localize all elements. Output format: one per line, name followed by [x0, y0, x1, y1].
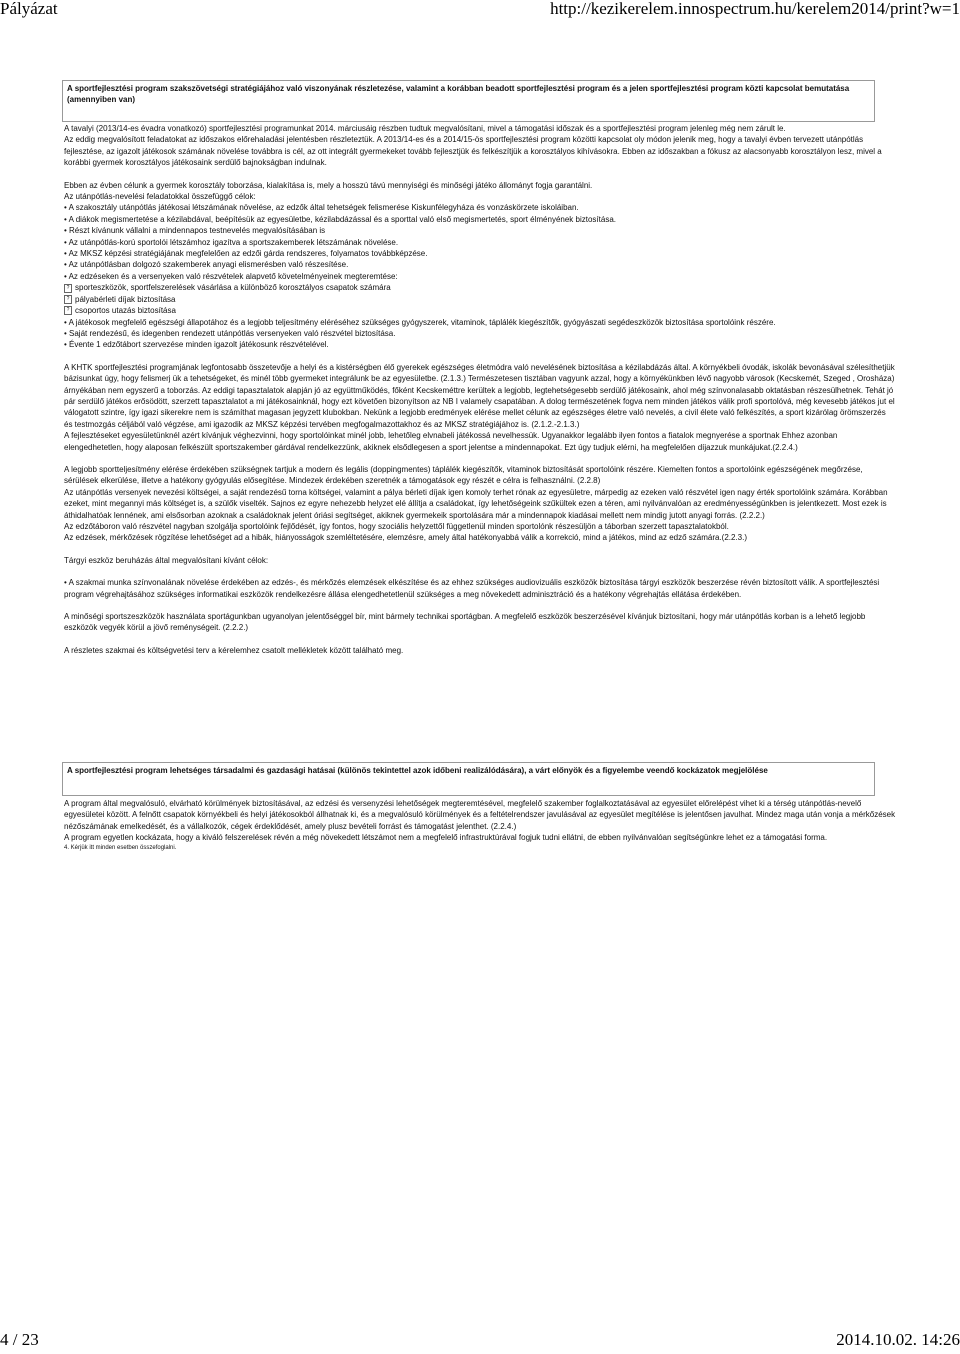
list-item: • Az utánpótlásban dolgozó szakemberek anyagi elismerésben való részesítése.	[64, 260, 349, 270]
paragraph: Tárgyi eszköz beruházás által megvalósítani kívánt célok:	[64, 555, 269, 565]
section-body	[64, 123, 896, 656]
paragraph: Az edzések, mérkőzések rögzítése lehetőséget ad a hibák, hiányosságok szemléltetésére, elemzésre, amely által hatékonyabbá válik a korrekció, mind a játékos, mind az edző számára.(2.2.3.)	[64, 533, 748, 543]
paragraph: A minőségi sportszeszközök használata sportágunkban ugyanolyan jelentőséggel bír, mint bármely technikai sportágban. A megfelelő eszközök beszerzésével kívánjuk biztosítani, hogy már utánpótlás korban is a lehető legjobb eszközök vegyék körül a jövő reménységeit. (2.2.2.)	[64, 612, 866, 633]
page-number: 4 / 23	[0, 1330, 39, 1349]
print-footer	[0, 1328, 960, 1354]
print-header	[0, 0, 960, 22]
list-item: • A diákok megismertetése a kézilabdával, beépítésük az egyesületbe, kézilabdázással és a sporttal való első megismertetés, sport élményének biztosítása.	[64, 214, 616, 224]
sub-list-item: ? csoportos utazás biztosítása	[64, 305, 896, 316]
paragraph: Az utánpótlás versenyek nevezési költségei, a saját rendezésű torna költségei, valamint a pálya bérleti díjak igen komoly terhet rónak az egyesületre, márpedig az ezeken való részvétel igen nagy érték sportolóink számára. Korábban ezeket, mint megannyi más költséget is, a szülők viselték. Sajnos ez egyre nehezebb helyzet elé állítja a családokat, így lehetőségeink szűkültek ezen a téren, ami nyilvánvalóan az eredményességünkben is jelentkezett. Most ezek is áthidalhatóak lennének, ami elsősorban azoknak a családoknak jelent óriási segítséget, akiknek gyermekeik sportolására már a mindennapok kiadásai mellett nem mindig jutott anyagi forrás. (2.2.2.)	[64, 487, 888, 520]
paragraph: A program egyetlen kockázata, hogy a kiváló felszerelések révén a még növekedett létszámot nem a megfelelő infrastruktúrával fogjuk tudni ellátni, de ebben nyilvánvalóan segítségünkre lehet ez a támogatási forma.	[64, 833, 828, 843]
missing-glyph-icon: ?	[64, 295, 72, 304]
sub-list-item: ? sporteszközök, sportfelszerelések vásárlása a különböző korosztályos csapatok számára	[64, 282, 896, 293]
list-item: • Évente 1 edzőtábort szervezése minden igazolt játékosunk részvételével.	[64, 340, 329, 350]
footnote: 4. Kérjük itt minden esetben összefoglalni.	[64, 844, 177, 851]
paragraph: Ebben az évben célunk a gyermek korosztály toborzása, kialakítása is, mely a hosszú távú mennyiségi és minőségi játéko állományt fogja garantálni.	[64, 180, 593, 190]
section-heading: A sportfejlesztési program lehetséges társadalmi és gazdasági hatásai (különös tekintettel azok időbeni realizálódására), a várt előnyök és a figyelembe veendő kockázatok megjelölése	[67, 766, 768, 775]
section-heading-box	[62, 80, 875, 122]
paragraph: A tavalyi (2013/14-es évadra vonatkozó) sportfejlesztési programunkat 2014. márciusáig részben tudtuk megvalósítani, mivel a támogatási időszak és a sportfejlesztési program jelenleg még nem zárult le.	[64, 124, 786, 133]
section-heading-box	[62, 762, 875, 796]
list-item: • A játékosok megfelelő egészségi állapotához és a legjobb teljesítmény eléréséhez szükséges gyógyszerek, vitaminok, táplálék kiegészítők, gyógyászati segédeszközök biztosítása sportolóink részére.	[64, 317, 776, 327]
list-item: • Az utánpótlás-korú sportolói létszámhoz igazítva a sportszakemberek létszámának növelése.	[64, 237, 399, 247]
paragraph: A részletes szakmai és költségvetési terv a kérelemhez csatolt mellékletek között található meg.	[64, 645, 404, 655]
missing-glyph-icon: ?	[64, 284, 72, 293]
print-datetime: 2014.10.02. 14:26	[836, 1330, 960, 1349]
paragraph: A program által megvalósuló, elvárható körülmények biztosításával, az edzési és versenyzési lehetőségek megteremtésével, megfelelő szakember foglalkoztatásával az egyesület előrelépést vihet ki a térség utánpótlás-nevelő egyesületei között. A felnőtt csapatok környékbeli és helyi játékosokból állhatnak ki, és a megvalósuló körülmények és a feltételrendszer javulásával az egyesület megítélése is jelentősen javulhat. Mindez maga után vonja a mérkőzések nézőszámának emelkedését, és a vállalkozók, cégek érdeklődését, amely plusz bevételi forrást és támogatást jelenthet. (2.2.4.)	[64, 799, 896, 831]
print-header-url: http://kezikerelem.innospectrum.hu/kerelem2014/print?w=1	[550, 0, 960, 18]
paragraph: A fejlesztéseket egyesületünknél azért kívánjuk véghezvinni, hogy sportolóinkat minél jobb, lehetőleg elvnabeli játékossá nevelhessük. Ugyanakkor legalább ilyen fontos a fiatalok megnyerése a sportnak Ehhez azonban elengedhetetlen, hogy alaposan felkészült sportszakember gárdával rendelkezzünk, akiknek elsődlegesen a sport jelentse a mindennapokat. Ezt úgy tudjuk elérni, ha megfelelően díjazzuk munkájukat.(2.2.4.)	[64, 431, 838, 452]
list-item: • A szakosztály utánpótlás játékosai létszámának növelése, az edzők által tehetségek felismerése Kiskunfélegyháza és vonzáskörzete iskoláiban.	[64, 203, 579, 213]
sub-list-item: ? pályabérleti díjak biztosítása	[64, 294, 896, 305]
paragraph: Az eddig megvalósított feladatokat az időszakos előrehaladási jelentésben részleteztük. A 2013/14-es és a 2014/15-ös sportfejlesztési program közötti kapcsolat oly módon jelenik meg, hogy a tavalyi évben tervezett utánpótlás fejlesztése, az igazolt játékosok számának növelése továbbra is cél, az ott integrált gyermekeket tovább fejlesztjük és felkészítjük a korosztályos kihívásokra. Ebben az időszakban a fókusz az alacsonyabb korosztályon lesz, mivel a korábbi gyermek korosztályos játékosaink serdülő bajnokságban indulnak.	[64, 135, 882, 168]
list-item: • Az edzéseken és a versenyeken való részvételek alapvető követelményeinek megteremtése:	[64, 271, 398, 281]
list-item: • Részt kívánunk vállalni a mindennapos testnevelés megvalósításában is	[64, 226, 326, 236]
paragraph: A legjobb sportteljesítmény elérése érdekében szükségnek tartjuk a modern és legális (doppingmentes) táplálék kiegészítők, vitaminok biztosítását sportolóink részére. Kiemelten fontos a sportolóink egészségének megőrzése, sérülések elkerülése, illetve a hatékony gyógyulás elősegítése. Mindezek érdekében szeretnék a támogatások egy részét e célra is felhasználni. (2.2.8)	[64, 464, 863, 486]
paragraph: A KHTK sportfejlesztési programjának legfontosabb összetevője a helyi és a kistérségben élő gyerekek egészséges életmódra való nevelésének biztosítása a kézilabdázás által. A környékbeli óvodák, iskolák bevonásával szélesíthetjük bázisunkat úgy, hogy felismerj ük a tehetségeket, és minél több gyermeket integrálunk be az egyesületbe. (2.1.3.) Természetesen tisztában vagyunk azzal, hogy a környékünkben lévő nagyobb városok (Kecskemét, Szeged , Orosháza) árnyékában nem egyszerű a toborzás. Az eddigi tapasztalatok alapján jó az együttműködés, főként Kecskeméttre kerültek a legjobb, legtehetségesebb serdülő játékosaink, ahol még színvonalasabb oktatásban részesülhetnek. Tehát jó pár serdülő játékos erősödött, szerzett tapasztalatot a mi játékosainknál, hogy ezt követően bizonyítson az NB I valamely csapatában. A dolog természetének fogva nem minden játékos válik profi sportolóvá, még kevesebb játékos jut el válogatott szintre, így igazi sikerekre nem is számíthat magasan jegyzett klubokban. Nekünk a legjobb eredmények elérése mellet célunk az egészséges életre való nevelés, a civil élete való felkészítés, a sport kizárólag örömszerzés és testmozgás céljából való végzése, ami igazodik az MKSZ képzési tervében megfogalmazottakhoz és az MKSZ stratégiájához is. (2.1.2.-2.1.3.)	[64, 362, 895, 429]
list-item: • Saját rendezésű, és idegenben rendezett utánpótlás versenyeken való részvétel biztosítása.	[64, 328, 396, 338]
list-item: • Az MKSZ képzési stratégiájának megfelelően az edzői gárda rendszeres, folyamatos továbbképzése.	[64, 249, 428, 259]
paragraph: Az utánpótlás-nevelési feladatokkal összefüggő célok:	[64, 192, 256, 202]
section-body	[64, 798, 896, 852]
missing-glyph-icon: ?	[64, 306, 72, 315]
section-heading: A sportfejlesztési program szakszövetségi stratégiájához való viszonyának részletezése, valamint a korábban beadott sportfejlesztési program és a jelen sportfejlesztési program közti kapcsolat bemutatása (amennyiben van)	[67, 84, 850, 104]
paragraph: • A szakmai munka színvonalának növelése érdekében az edzés-, és mérkőzés elemzések elkészítése és az ehhez szükséges audiovizuális eszközök biztosítása tárgyi eszközök beszerzése révén biztosított válik. A sportfejlesztési program végrehajtásához szükséges informatikai eszközök rendelkezésre állása elengedhetetlenül szükséges a meg növekedett adminisztráció és a hatékony végrehajtás ellátása érdekében.	[64, 578, 880, 599]
paragraph: Az edzőtáboron való részvétel nagyban szolgálja sportolóink fejlődését, így fontos, hogy szociális helyzettől függetlenül minden sportolónk részesüljön a táborban szerzett tapasztalatokból.	[64, 522, 729, 531]
print-header-title: Pályázat	[0, 0, 58, 18]
